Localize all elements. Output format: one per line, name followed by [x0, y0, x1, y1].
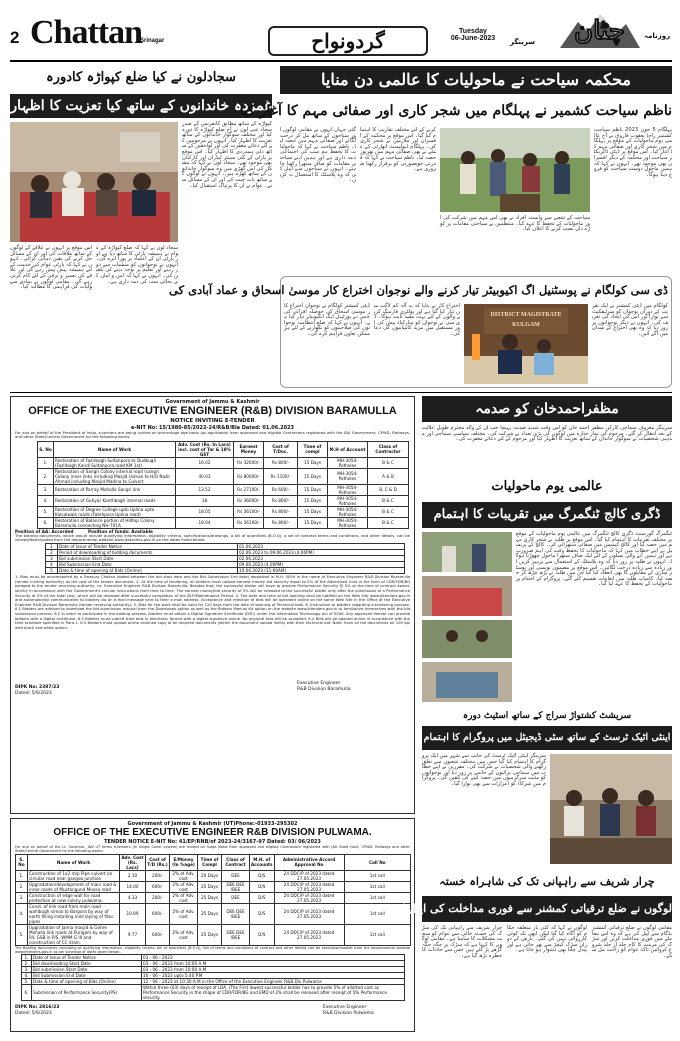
table-row: 5 Date & time of opening of Bids (Online) 10.06.2023 (11:00AM) — [46, 567, 405, 573]
sidebar-stories — [390, 396, 672, 1036]
tender-pulwama — [10, 818, 415, 1032]
table-header-row — [38, 441, 409, 457]
table-row: 2. Restoration of Sangri Colony internal road (sangri Colony inner links including Masjid Usman to H/O Nazir Ahmad including Masjid Madina to Culvert 40.03 Rs 80000/- Rs 1100/- 15 Days MH-3054-Potholes A & B — [38, 468, 409, 484]
date-day: Tuesday — [459, 28, 487, 35]
col-class: Class of Contractor — [368, 441, 409, 457]
table-row: 6. Submission of Performance Security(PS) Within three (03) days of receipt of LOA. (The First lowest successful bidder has to provide 5% of allotted cost as Performance Security in the shape of CDR/FDR/BG and EMD of 2% shall be released after receipt of 5% Performance security. — [22, 985, 405, 1001]
table-row: 4. Bid Submission End Date 10 - 06 - 2023 upto 5:40 P.M — [22, 973, 405, 979]
masthead — [10, 8, 672, 58]
dateline — [438, 28, 508, 42]
sidebar-story-4-col3: مقامی لوگوں نے ضلع ترقیاتی کمشنر بڈگام سے اپیل کی ہے کہ وہ اس معاملے میں فوری مداخلت کریں اور سڑک کی مرمت کا کام جلد از جلد شروع کروائیں تاکہ عوام کو راحت مل سکے۔ — [592, 925, 672, 959]
table-row: 2 Period of downloading of bidding documents 02.06.2023 to 09.06.2023 (4.00PM) — [46, 549, 405, 555]
tender-dipk: DIPK No: 2816/23 — [15, 1005, 60, 1011]
tender-office: OFFICE OF THE EXECUTIVE ENGINEER R&B DIVISION PULWAMA. — [53, 827, 372, 838]
sidebar-banner-4: لوگوں نے ضلع ترقیاتی کمشنر سے فوری مداخلت کی اپیل کی — [422, 896, 672, 922]
table-row: 4 Bid Submission End Date 09.06.2023 (4.00PM) — [46, 561, 405, 567]
sidebar-story-4-col1: چرار شریف سے راہپانی تک کی سڑک کی خستہ حالی سے عوام کو سخت مشکلات کا سامنا ہے۔ مقامی لوگوں کا کہنا ہے کہ سڑک پر جگہ جگہ گڑھے پڑ گئے ہیں جس سے حادثات کا خطرہ بڑھ گیا ہے۔ — [422, 925, 502, 959]
table-row: 1. Construction of 1x2 m/p Pipe culvert on circular road near gangoo junction 2.10 200/- 2% of Adv. cost 20 Days DEE D/S 24 DDC/P of 2023 dated 27.05.2023 1st call — [16, 870, 411, 881]
story-tourism — [239, 66, 673, 272]
col-cost-doc: Cost of T/Doc. — [264, 441, 298, 457]
tender-intro: For and on behalf of the President of India, e-tenders are being invited on percentage age basis (as applicable) from approved and eligible Contractors registered with the J&K Government, CPWD, Railways, and other State/Central Government for the following works: — [15, 429, 410, 440]
tender-works-table — [37, 441, 409, 529]
table-row: 1. Restoration of Fazirbagh Sultanpora to Dudbugh (Fazirbagh Kandi Sultanpora road KM 1st) 16.02 Rs 32000/- Rs 800/- 15 Days MH-3054-Potholes B & C — [38, 457, 409, 468]
story-body-col3: پہلگام 5 جون 2023 ناظم سیاحت کشمیر راجا یعقوب فاروق نے آج عالمی یوم ماحولیات کے موقع پر پہلگام میں شجر کاری اور صفائی مہم کا آغاز کیا۔ اس موقع پر ڈپٹی ڈائریکٹر سیاحت اور محکمہ کے دیگر افسران بھی موجود تھے۔ انہوں نے کہا کہ ہمیں ماحول دوست سیاحت کو فروغ دینا ہوگا۔ — [594, 127, 673, 178]
tender-schedule-intro: The Bidding documents consisting of qualifying information, eligibility criteria, bill of quantities (B.O.Q), Set of terms and conditions of contract and other details can be seen/downloaded from the departmental website www.jktenders.gov.in as per schedule of dates given below:- — [15, 945, 410, 954]
table-row: 1. Date of Issue of Tender Notice 03 - 06 - 2023 — [22, 955, 405, 961]
tender-position: Position of AA: Accorded Position of funds: Available — [15, 528, 153, 534]
tender-nit: e-NIT No: 15/1980-85/2022-24/R&B/Bla Dated: 01.06.2023 — [130, 424, 295, 431]
brand-logo-en: Chattan — [30, 14, 143, 51]
story-headline-banner: غمزدہ خاندانوں کے ساتھ کیا تعزیت کا اظہار — [10, 94, 272, 118]
tender-intro: For and on behalf of the Lt. Governor, J&K UT terms e-tenders (In Single Cover system) are invited on %age Basis from approved and eligible Contractors registered with J&K State Govt, CPWD, Railways and other State/Central Government for the following works:- — [15, 845, 410, 854]
tender-baramulla — [10, 396, 415, 814]
story-headline: ڈی سی کولگام نے پوسٹنیل اگ اکیوبیٹر تیار کرنے والے نوجوان اختراع کار موسیٰ اسحاق و عماد آبادی کی — [169, 283, 668, 297]
col-mh: M.H of Account — [328, 441, 368, 457]
sidebar-story-2-body: ٹنگمرگ گورنمنٹ ڈگری کالج ٹنگمرگ میں عالمی یوم ماحولیات کے موقع پر مختلف تقریبات کا اہتمام کیا گیا۔ اس موقع پر طلبہ نے شجر کاری مہم میں حصہ لیا اور کالج کیمپس میں صفائی ستھرائی کی۔ کالج کے پرنسپل نے اپنے خطاب میں کہا کہ ماحولیات کا تحفظ وقت کی اہم ضرورت ہے اور ہمیں آنے والی نسلوں کے لئے ایک صاف ستھرا ماحول چھوڑنا ہوگا۔ انہوں نے طلبہ پر زور دیا کہ وہ پلاسٹک کے استعمال سے پرہیز کریں اور زیادہ سے زیادہ درخت لگائیں۔ اس موقع پر مضمون نویسی اور پوسٹر سازی کے مقابلوں کا بھی انعقاد کیا گیا جن میں طلبہ نے بڑھ چڑھ کر حصہ لیا۔ کامیاب طلبہ میں انعامات تقسیم کئے گئے۔ پروگرام کے اختتام پر ماحولیات کے تحفظ کا عہد لیا گیا۔ — [516, 531, 672, 588]
tender-office: OFFICE OF THE EXECUTIVE ENGINEER (R&B) DIVISION BARAMULLA — [28, 405, 397, 417]
story-body-col3: کولگام میں ڈپٹی کمشنر نے ایک تقریب کے دوران نوجوان کو سرٹیفکیٹ سے نوازا اور اس کی ایجاد کی تعریف کی۔ انہوں نے دیگر نوجوانوں پر زور دیا کہ وہ بھی اختراع کے میدان میں آگے آئیں۔ — [592, 303, 668, 337]
story-kicker-banner: محکمہ سیاحت نے ماحولیات کا عالمی دن منایا — [280, 66, 672, 94]
sidebar-banner-3: اینٹی اٹیک ٹرسٹ کے ساتھ سٹی ڈیجیٹل میں پروگرام کا اہتمام — [422, 726, 672, 750]
tender-dipk: DIPK No: 2387/23 — [15, 684, 60, 690]
sidebar-kicker-3: سریشٹ کشتواڑ سراج کے ساتھ اسٹیٹ دورہ — [462, 711, 632, 721]
sidebar-banner-2: ڈگری کالج ٹنگمرگ میں تقریبات کا اہتمام — [422, 502, 672, 528]
story-body-col1: کپواڑہ کے ساتھ مطابق کانفرنس کے صدر سجاد غنی لون نے آج ضلع کپواڑہ کا دورہ کیا اور مختلف سوگوار خاندانوں کے ساتھ تعزیت کا اظہار کیا۔ انہوں نے مرحومین کے لئے دعائے مغفرت کی اور لواحقین کے ساتھ دلی ہمدردی کا اظہار کیا۔ اس موقع پر پارٹی کے کئی سینئر لیڈران اور کارکنان بھی موجود تھے۔ سجاد لون نے کہا کہ مشکل کی اس گھڑی میں وہ سوگوار خاندانوں کے ساتھ کھڑے ہیں۔ انہوں نے لوگوں کے ساتھ بات چیت کی اور ان کے مسائل سنے۔ عوام نے ان کا پرتپاک استقبال کیا۔ — [182, 121, 272, 189]
tender-notice: TENDER NOTICE E-NIT No: 41/EP/RNB/of 2023-24/3167-97 Dated: 03/ 06/2023 — [104, 839, 321, 845]
story-kulgam — [169, 276, 672, 388]
col-sno: S. No — [38, 441, 54, 457]
table-row: 6. Restoration of Balance portion of Hilltop Colony Baramulla connecting NH-701A 18.04 Rs 36100/- Rs 800/- 15 Days MH-3054-Potholes B & C — [38, 517, 409, 528]
col-earnest: Earnest Money — [234, 441, 264, 457]
photo-caption-district: DISTRICT MAGISTRATE — [490, 312, 562, 318]
edition-label: Srinagar — [140, 38, 165, 44]
table-row: 3 Bid submission Start Date 02.06.2023 — [46, 555, 405, 561]
tender-schedule-table — [21, 954, 405, 1001]
photo-caption-place: KULGAM — [512, 322, 540, 328]
city-label: سرینگر — [510, 38, 536, 46]
story-kicker: سجادلون نے کیا ضلع کپواڑہ کادورہ — [46, 70, 236, 85]
brand-logo-urdu: چٹان — [560, 8, 640, 54]
table-row: 3. Bid submission Start Date 03 - 06 - 2023 from 10:00 A.M — [22, 967, 405, 973]
table-row: 1 Date of Issue of Tender Notice 01.06.2023 — [46, 543, 405, 549]
story-body-col1: گئی جہاں انہوں نے مقامی لوگوں اور سیاحوں کے ساتھ مل کر درخت لگائے اور صفائی مہم میں حصہ لیا۔ ناظم سیاحت نے کہا کہ ماحولیات کا تحفظ ہم سب کی اجتماعی ذمہ داری ہے اور ہمیں اپنے سیاحتی مقامات کو صاف ستھرا رکھنا چاہئے۔ انہوں نے سیاحوں سے اپیل کی کہ وہ پلاسٹک کا استعمال نہ کریں۔ — [280, 127, 356, 184]
story-body-col1: ڈپٹی کمشنر کولگام نے نوجوان اختراع کار موسیٰ اسحاق کی حوصلہ افزائی کی جس نے پورٹیبل ایگ انکیوبیٹر تیار کیا ہے۔ انہوں نے کہا کہ ضلع انتظامیہ نوجوانوں کی صلاحیتوں کو نکھارنے کے لئے ہر ممکن تعاون فراہم کرے گی۔ — [284, 303, 370, 337]
story-photo — [440, 128, 590, 212]
story-body-col3: سجاد لون نے کہا کہ ضلع کپواڑہ کے عوام نے ہمیشہ پارٹی کا ساتھ دیا ہے اور پارٹی ان کے اعتماد پر پورا اترے گی۔ انہوں نے نوجوانوں کو منشیات سے دور رہنے اور تعلیم پر توجہ دینے کی تلقین کی۔ انہوں نے کہا کہ امن و امان کی بحالی سب کی ذمہ داری ہے۔ — [96, 245, 178, 285]
table-row: 3. Construction of edge wall for road protection at new colony pulwama. 4.33 200/- 2% of Adv. cost 25 Days DEE D/S 24 DDC/P of 2023 dated 27.05.2023 1st call — [16, 892, 411, 903]
story-body-col2: کرنے کے لئے مختلف تقاریب کا اہتمام کیا گیا۔ اس موقع پر محکمہ کے افسران اور ملازمین نے شجر کاری کی۔ پہلگام ڈیولپمنٹ اتھارٹی کے عملے نے بھی صفائی مہم میں بھرپور حصہ لیا۔ ناظم سیاحت نے کہا کہ قدرتی خوبصورتی کو برقرار رکھنا ضروری ہے۔ — [359, 127, 436, 173]
tender-signer: Executive Engineer — [297, 680, 341, 686]
col-time: Time of compl — [298, 441, 328, 457]
story-headline: ناظم سیاحت کشمیر نے پہلگام میں شجر کاری اور صفائی مہم کا آغاز کیا — [239, 103, 672, 119]
table-row: 2. Upgradation/development of main road & inner roads of Mustangund Moosa road 14.00 600/- 2% of Adv. cost 25 Days DEE DEE /BEE D/S 24 DDC/P of 2023 dated 27.05.2023 1st call — [16, 881, 411, 892]
tender-govt: Government of Jammu & Kashmir — [165, 399, 260, 405]
table-row: 2. Bid downloading Start Date 03 - 06 - 2023 from 10:00 A.M — [22, 961, 405, 967]
sidebar-story-1-body: سرینگر معروف سماجی کارکن مظفر احمد خان کو اس وقت شدید صدمہ پہنچا جب ان کے والد محترم طویل علالت کے بعد انتقال کر گئے۔ مرحوم کی نماز جنازہ میں لوگوں کی بڑی تعداد نے شرکت کی۔ مختلف سیاسی سماجی اور مذہبی شخصیات نے سوگوار خاندان کے ساتھ تعزیت کا اظہار کیا اور مرحوم کے لئے دعائے مغفرت کی۔ — [422, 425, 672, 443]
table-row: 5. Date & time of opening of Bids (Online) 12 - 06 - 2023 at 10:30 A.M in the Office of the Executive Engineer R&B Div Pulwama — [22, 979, 405, 985]
sidebar-kicker-4: چرار شریف سے راہپانی تک کی شاہراہ خستہ — [439, 875, 655, 888]
table-row: 5. Restoration of Degree College upto Uplina upto Kalsaiwaik roads (Fatehpora Uplina road) 18.05 Rs 36100/- Rs 800/- 15 Days MH-3054-Potholes B & C — [38, 506, 409, 517]
story-photo — [10, 122, 178, 242]
sidebar-story-3-body: سرینگر اینٹی اٹیک ٹرسٹ کی جانب سے شہر میں ایک پروگرام کا اہتمام کیا گیا جس میں مختلف شعبوں سے تعلق رکھنے والی شخصیات نے شرکت کی۔ مقررین نے اپنے خطاب میں سماجی برائیوں کے خاتمے پر زور دیا اور نوجوانوں کو مثبت سرگرمیوں میں حصہ لینے کی تلقین کی۔ پروگرام میں شرکاء کو اعزازات سے بھی نوازا گیا۔ — [422, 753, 546, 787]
masthead-rule — [10, 60, 672, 62]
sidebar-photo-3 — [550, 754, 672, 864]
table-row: 3. Restoration of Parray Mohalla Sangri link 13.52 Rs 27100/- Rs 600/- 15 Days MH-3054-Potholes B, C & D — [38, 484, 409, 495]
story-body-col2: اختراع کار نے بتایا کہ یہ آلہ کم لاگت میں تیار کیا گیا ہے اور پولٹری فارمنگ کرنے والوں کے لئے بہت مفید ثابت ہوگا۔ ڈی سی نے نوجوان کو مبارکباد پیش کی اور مستقبل میں مزید کامیابیوں کی دعا کی۔ — [374, 303, 460, 337]
table-row: 4. Const. of link road from main road wahibugh simoo to Barpora by way of earth filling installing mild laying of fitoc pipes 10.89 600/- 2% of Adv. cost 25 Days DEE DEE /BEE D/S 24 DDC/P of 2023 dated 27.05.2023 1st call — [16, 903, 411, 924]
table-row: 5. Upgradation of Jamia masjid & Gohre Mohalla link roads at Purigam by way of P/L GSB in P/S, WMM G III and construction of CC drain. 9.77 600/- 2% of Adv. cost 25 Days DEE DEE /BEE D/S 24 DDC/P of 2023 dated 27.05.2023 1st call — [16, 924, 411, 945]
tender-dated: Dated: 5/6/2023 — [15, 690, 52, 696]
page-number: 2 — [10, 28, 20, 47]
section-title: گردونواح — [268, 26, 428, 56]
tender-schedule-intro: The bidding documents, which would include qualifying information, eligibility criteria, specifications/drawings, a bill of quantities (B.O.Q), a set of contract terms and conditions, and other details, can be viewed/downloaded from the departmental website www.jktenders.gov.in on the dates listed below: — [15, 532, 410, 543]
sidebar-kicker-2: عالمی یوم ماحولیات — [491, 479, 603, 494]
date-value: 06-June-2023 — [450, 35, 496, 42]
tender-body: 1. Bids must be accompanied by a Treasury Challan (dated between the bid start date and the Bid Submission End date) deposited in M.H. 0059 in the name of Executive Engineer R&B Division Baramulla (tender inviting authority) as the cost of the tender document. 2. At the time of tendering, all bidders must upload earnest money bid security equal to 2% of the Advertised Cost in the form of CDR/FDR/BG pledged to the tender receiving authority, i.e. Executive Engineer R&B Division Baramulla. Besides that, the successful bidder will have to provide Performance Security @ 5% at the time of contract award, strictly in accordance with the Government's circular instructions from time to time. The earnest money/bid security of 2% will be released to the successful bidder only after the submission of a Performance Security of 5% of the total cost, which will be released after successful completion of the DLP/Maintenance Period. 4. The date and time of bid opening shall be notified on the Web Site www.jktenders.gov.in and automatically communicated to bidders via an e-mail message sent to their e-mail address. Acceptance and rejection of bids will be operated online on the same Web Site in the Office of the Executive Engineer R&B Division Baramulla (tender receiving authority). 5. Bids for the work shall be valid for 120 days from the date of opening of Technical bids. 6. Instruction to bidders regarding e-tendering process. 6.1 Bidders are advised to download the bid submission manual from the Downloads option as well as the Bidders Manual Kit option on the website www.jktenders.gov.in to familiarize themselves with the bid submission process. 6.2 In order to participate in the bidding process, bidders must obtain a Digital Signature Certificate (DSC) under the Information Technology Act of 2000. Any approved Vendor can provide bidders with a digital certificate. 6.3 Bidders must submit their bids in electronic format with a digital signature online. No physical bids will be accepted. 6.4 Bids will be opened online in accordance with the time schedule specified in Para-1. 6.5 Bidders must upload online scanned copy of all required documents (within the document upload limits) with their technical bid. Note: Scan all the documents on 100 dpi with black and white option. — [15, 574, 410, 631]
tender-notice: NOTICE INVITING E-TENDER — [170, 418, 255, 424]
tender-signer: Executive Engineer — [323, 1005, 367, 1011]
tender-dated: Dated: 5/6/2023 — [15, 1011, 52, 1017]
col-name: Name of Work — [54, 441, 176, 457]
table-row: 4. Restoration of Gutiyar Kanthbagh internal roads 18 Rs 36000/- Rs 800/- 15 Days MH-3054-Potholes B & C — [38, 495, 409, 506]
tender-signer-office: R&B Division Pulwama — [323, 1011, 374, 1017]
section-divider — [10, 392, 672, 393]
story-photo — [464, 304, 588, 384]
sidebar-story-4-col2: لوگوں نے کہا کہ کئی بار متعلقہ حکام کو آگاہ کیا گیا لیکن ابھی تک کوئی کارروائی نہیں کی گئی۔ بارش کے دوران سڑک کیچڑ سے بھر جاتی ہے اور پیدل چلنا بھی دشوار ہو جاتا ہے۔ — [507, 925, 587, 954]
tender-works-table — [15, 854, 411, 946]
table-header-row: S. No Name of Work Adv. Cost (Rs. Lacs) Cost of T/D (Rs.) E/Money (In %age) Time of Compl Class of Contract M.H. of Accounts Administrative Accord Approval No Call No — [16, 854, 411, 870]
story-sajjad-lone — [10, 66, 272, 386]
tender-signer-office: R&B Division Baramulla — [297, 686, 351, 692]
tender-schedule-table — [45, 543, 405, 574]
daily-label: روزنامہ — [644, 32, 671, 40]
story-body-col4: سیاحت کے شعبے سے وابستہ افراد نے بھی اس مہم میں شرکت کی اور ماحولیات کے تحفظ کا عہد کیا۔ منتظمین نے سیاحتی مقامات پر کوڑے دان نصب کرنے کا اعلان کیا۔ — [440, 215, 590, 233]
sidebar-banner-1: مظفراحمدخان کو صدمہ — [422, 396, 672, 422]
story-body-col2: اس موقع پر انہوں نے علاقے کے لوگوں کے ساتھ ملاقات کی اور ان کے مسائل حل کرنے کی یقین دہانی کرائی۔ انہوں نے کہا کہ پارٹی عوام کی خدمت کے لئے ہمیشہ پیش پیش رہے گی اور علاقے کی تعمیر و ترقی کے لئے کام کرتی رہے گی۔ مقامی لوگوں نے بنیادی سہولیات کی فراہمی کا مطالبہ کیا۔ — [10, 245, 92, 291]
tender-govt: Government of Jammu & Kashmir (UT)Phone:-01933-295302 — [127, 821, 298, 827]
col-adv-cost: Adv. Cost (Rs. In Lacs) incl. cost of Tar & 18% GST — [176, 441, 234, 457]
sidebar-photo-collage — [422, 532, 512, 702]
